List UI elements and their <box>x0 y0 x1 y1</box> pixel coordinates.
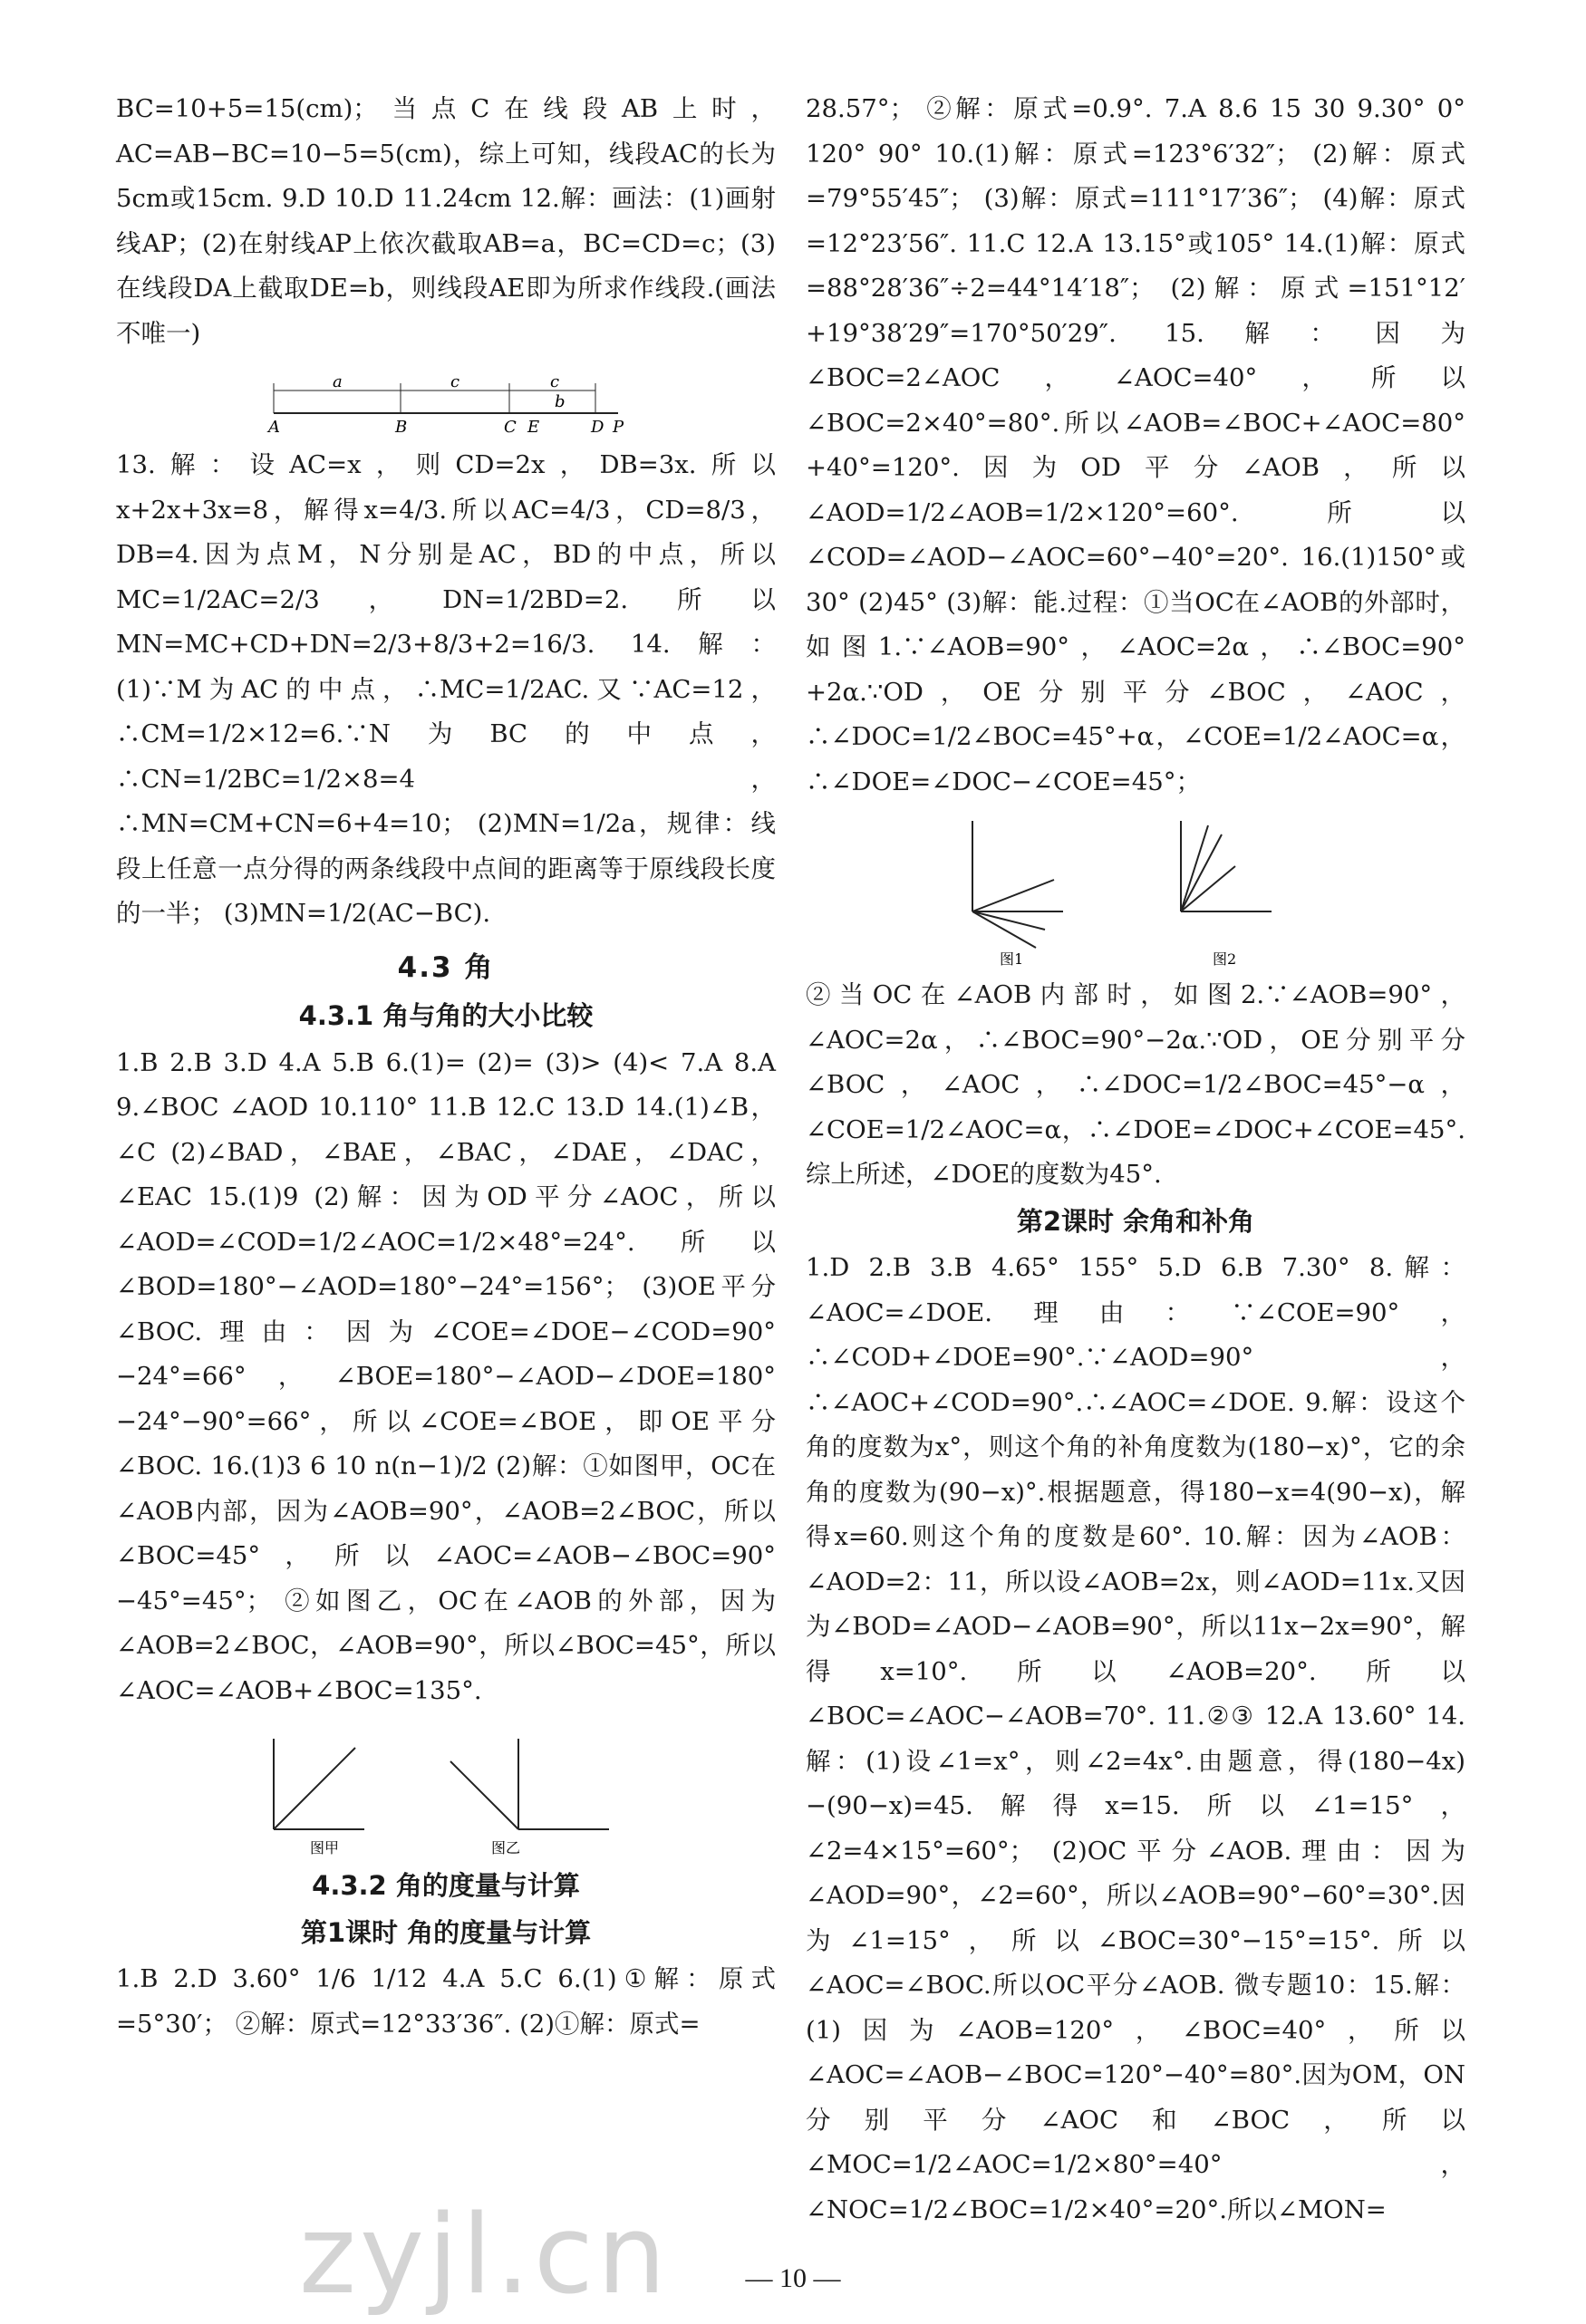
watermark: zyjl.cn <box>299 2193 670 2319</box>
pt-B: B <box>395 418 408 436</box>
answer-paragraph: 1.B 2.B 3.D 4.A 5.B 6.(1)= (2)= (3)> (4)< 7.A 8.A 9.∠BOC ∠AOD 10.110° 11.B 12.C 13.D 14.(1)∠B，∠C (2)∠BAD，∠BAE，∠BAC，∠DAE，∠DAC，∠EAC 15.(1)9 (2)解：因为OD平分∠AOC，所以∠AOD=∠COD=1/2∠AOC=1/2×48°=24°.所以∠BOD=180°−∠AOD=180°−24°=156°； (3)OE平分∠BOC.理由：因为∠COE=∠DOE−∠COD=90°−24°=66°，∠BOE=180°−∠AOD−∠DOE=180°−24°−90°=66°，所以∠COE=∠BOE，即OE平分∠BOC. 16.(1)3 6 10 n(n−1)/2 (2)解：①如图甲，OC在∠AOB内部，因为∠AOB=90°，∠AOB=2∠BOC，所以∠BOC=45°，所以∠AOC=∠AOB−∠BOC=90°−45°=45°； ②如图乙，OC在∠AOB的外部，因为∠AOB=2∠BOC，∠AOB=90°，所以∠BOC=45°，所以∠AOC=∠AOB+∠BOC=135°. <box>116 1047 776 1705</box>
fig2-caption: 图2 <box>1213 950 1237 966</box>
page-number: — 10 — <box>745 2263 841 2293</box>
label-c2: c <box>550 372 560 391</box>
answer-paragraph: 1.D 2.B 3.B 4.65° 155° 5.D 6.B 7.30° 8.解：∠AOC=∠DOE.理由：∵∠COE=90°，∴∠COD+∠DOE=90°.∵∠AOD=90°，∴∠AOC+∠COD=90°.∴∠AOC=∠DOE. 9.解：设这个角的度数为x°，则这个角的补角度数为(180−x)°，它的余角的度数为(90−x)°.根据题意，得180−x=4(90−x)，解得x=60.则这个角的度数是60°. 10.解：因为∠AOB：∠AOD=2：11，所以设∠AOB=2x，则∠AOD=11x.又因为∠BOD=∠AOD−∠AOB=90°，所以11x−2x=90°，解得x=10°.所以∠AOB=20°.所以∠BOC=∠AOC−∠AOB=70°. 11.②③ 12.A 13.60° 14.解：(1)设∠1=x°，则∠2=4x°.由题意，得(180−4x)−(90−x)=45.解得x=15.所以∠1=15°，∠2=4×15°=60°； (2)OC平分∠AOB.理由：因为∠AOD=90°，∠2=60°，所以∠AOB=90°−60°=30°.因为∠1=15°，所以∠BOC=30°−15°=15°.所以∠AOC=∠BOC.所以OC平分∠AOB. 微专题10：15.解：(1)因为∠AOB=120°，∠BOC=40°，所以∠AOC=∠AOB−∠BOC=120°−40°=80°.因为OM，ON分别平分∠AOC和∠BOC，所以∠MOC=1/2∠AOC=1/2×80°=40°，∠NOC=1/2∠BOC=1/2×40°=20°.所以∠MON= <box>806 1253 1465 2224</box>
angle-figures-1-2 <box>945 812 1326 966</box>
segment-figure <box>265 363 627 436</box>
answer-paragraph: 28.57°； ②解：原式=0.9°. 7.A 8.6 15 30 9.30° 0° 120° 90° 10.(1)解：原式=123°6′32″； (2)解：原式=79°55′45″； (3)解：原式=111°17′36″； (4)解：原式=12°23′56″. 11.C 12.A 13.15°或105° 14.(1)解：原式=88°28′36″÷2=44°14′18″； (2)解：原式=151°12′+19°38′29″=170°50′29″. 15.解：因为∠BOC=2∠AOC，∠AOC=40°，所以∠BOC=2×40°=80°.所以∠AOB=∠BOC+∠AOC=80°+40°=120°.因为OD平分∠AOB，所以∠AOD=1/2∠AOB=1/2×120°=60°.所以∠COD=∠AOD−∠AOC=60°−40°=20°. 16.(1)150°或30° (2)45° (3)解：能.过程：①当OC在∠AOB的外部时，如图1.∵∠AOB=90°，∠AOC=2α，∴∠BOC=90°+2α.∵OD，OE分别平分∠BOC，∠AOC，∴∠DOC=1/2∠BOC=45°+α，∠COE=1/2∠AOC=α，∴∠DOE=∠DOC−∠COE=45°； <box>806 94 1465 796</box>
pt-C: C <box>504 418 517 436</box>
angle-figures-jia-yi <box>256 1721 636 1856</box>
pt-P: P <box>613 418 624 436</box>
section-title: 4.3 角 <box>397 950 495 984</box>
left-column <box>116 87 776 2047</box>
label-a: a <box>333 372 343 391</box>
label-b: b <box>555 392 566 411</box>
right-column <box>806 87 1465 2232</box>
fig-yi-caption: 图乙 <box>491 1839 521 1856</box>
answer-paragraph: 13.解：设AC=x，则CD=2x，DB=3x.所以x+2x+3x=8，解得x=4/3.所以AC=4/3，CD=8/3，DB=4.因为点M，N分别是AC，BD的中点，所以MC=1/2AC=2/3，DN=1/2BD=2.所以MN=MC+CD+DN=2/3+8/3+2=16/3. 14.解：(1)∵M为AC的中点，∴MC=1/2AC.又∵AC=12，∴CM=1/2×12=6.∵N为BC的中点，∴CN=1/2BC=1/2×8=4，∴MN=CM+CN=6+4=10； (2)MN=1/2a，规律：线段上任意一点分得的两条线段中点间的距离等于原线段长度的一半； (3)MN=1/2(AC−BC). <box>116 450 776 928</box>
answer-paragraph: BC=10+5=15(cm)；当点C在线段AB上时，AC=AB−BC=10−5=5(cm)，综上可知，线段AC的长为5cm或15cm. 9.D 10.D 11.24cm 12.解：画法：(1)画射线AP；(2)在射线AP上依次截取AB=a，BC=CD=c；(3)在线段DA上截取DE=b，则线段AE即为所求作线段.(画法不唯一) <box>116 94 776 348</box>
fig1-caption: 图1 <box>1000 950 1024 966</box>
lesson-title-1: 第1课时 角的度量与计算 <box>300 1916 592 1948</box>
pt-A: A <box>268 418 280 436</box>
subsection-title: 4.3.1 角与角的大小比较 <box>298 1000 594 1031</box>
pt-D: D <box>591 418 604 436</box>
fig-jia-caption: 图甲 <box>310 1839 340 1856</box>
answer-paragraph: 1.B 2.D 3.60° 1/6 1/12 4.A 5.C 6.(1)①解：原式=5°30′； ②解：原式=12°33′36″. (2)①解：原式= <box>116 1964 776 2039</box>
answer-paragraph: ②当OC在∠AOB内部时，如图2.∵∠AOB=90°，∠AOC=2α，∴∠BOC=90°−2α.∵OD，OE分别平分∠BOC，∠AOC，∴∠DOC=1/2∠BOC=45°−α，∠COE=1/2∠AOC=α，∴∠DOE=∠DOC+∠COE=45°.综上所述，∠DOE的度数为45°. <box>806 980 1465 1189</box>
subsection-title-2: 4.3.2 角的度量与计算 <box>312 1870 580 1901</box>
lesson-title-2: 第2课时 余角和补角 <box>1016 1205 1255 1237</box>
label-c1: c <box>450 372 460 391</box>
pt-E: E <box>527 418 540 436</box>
